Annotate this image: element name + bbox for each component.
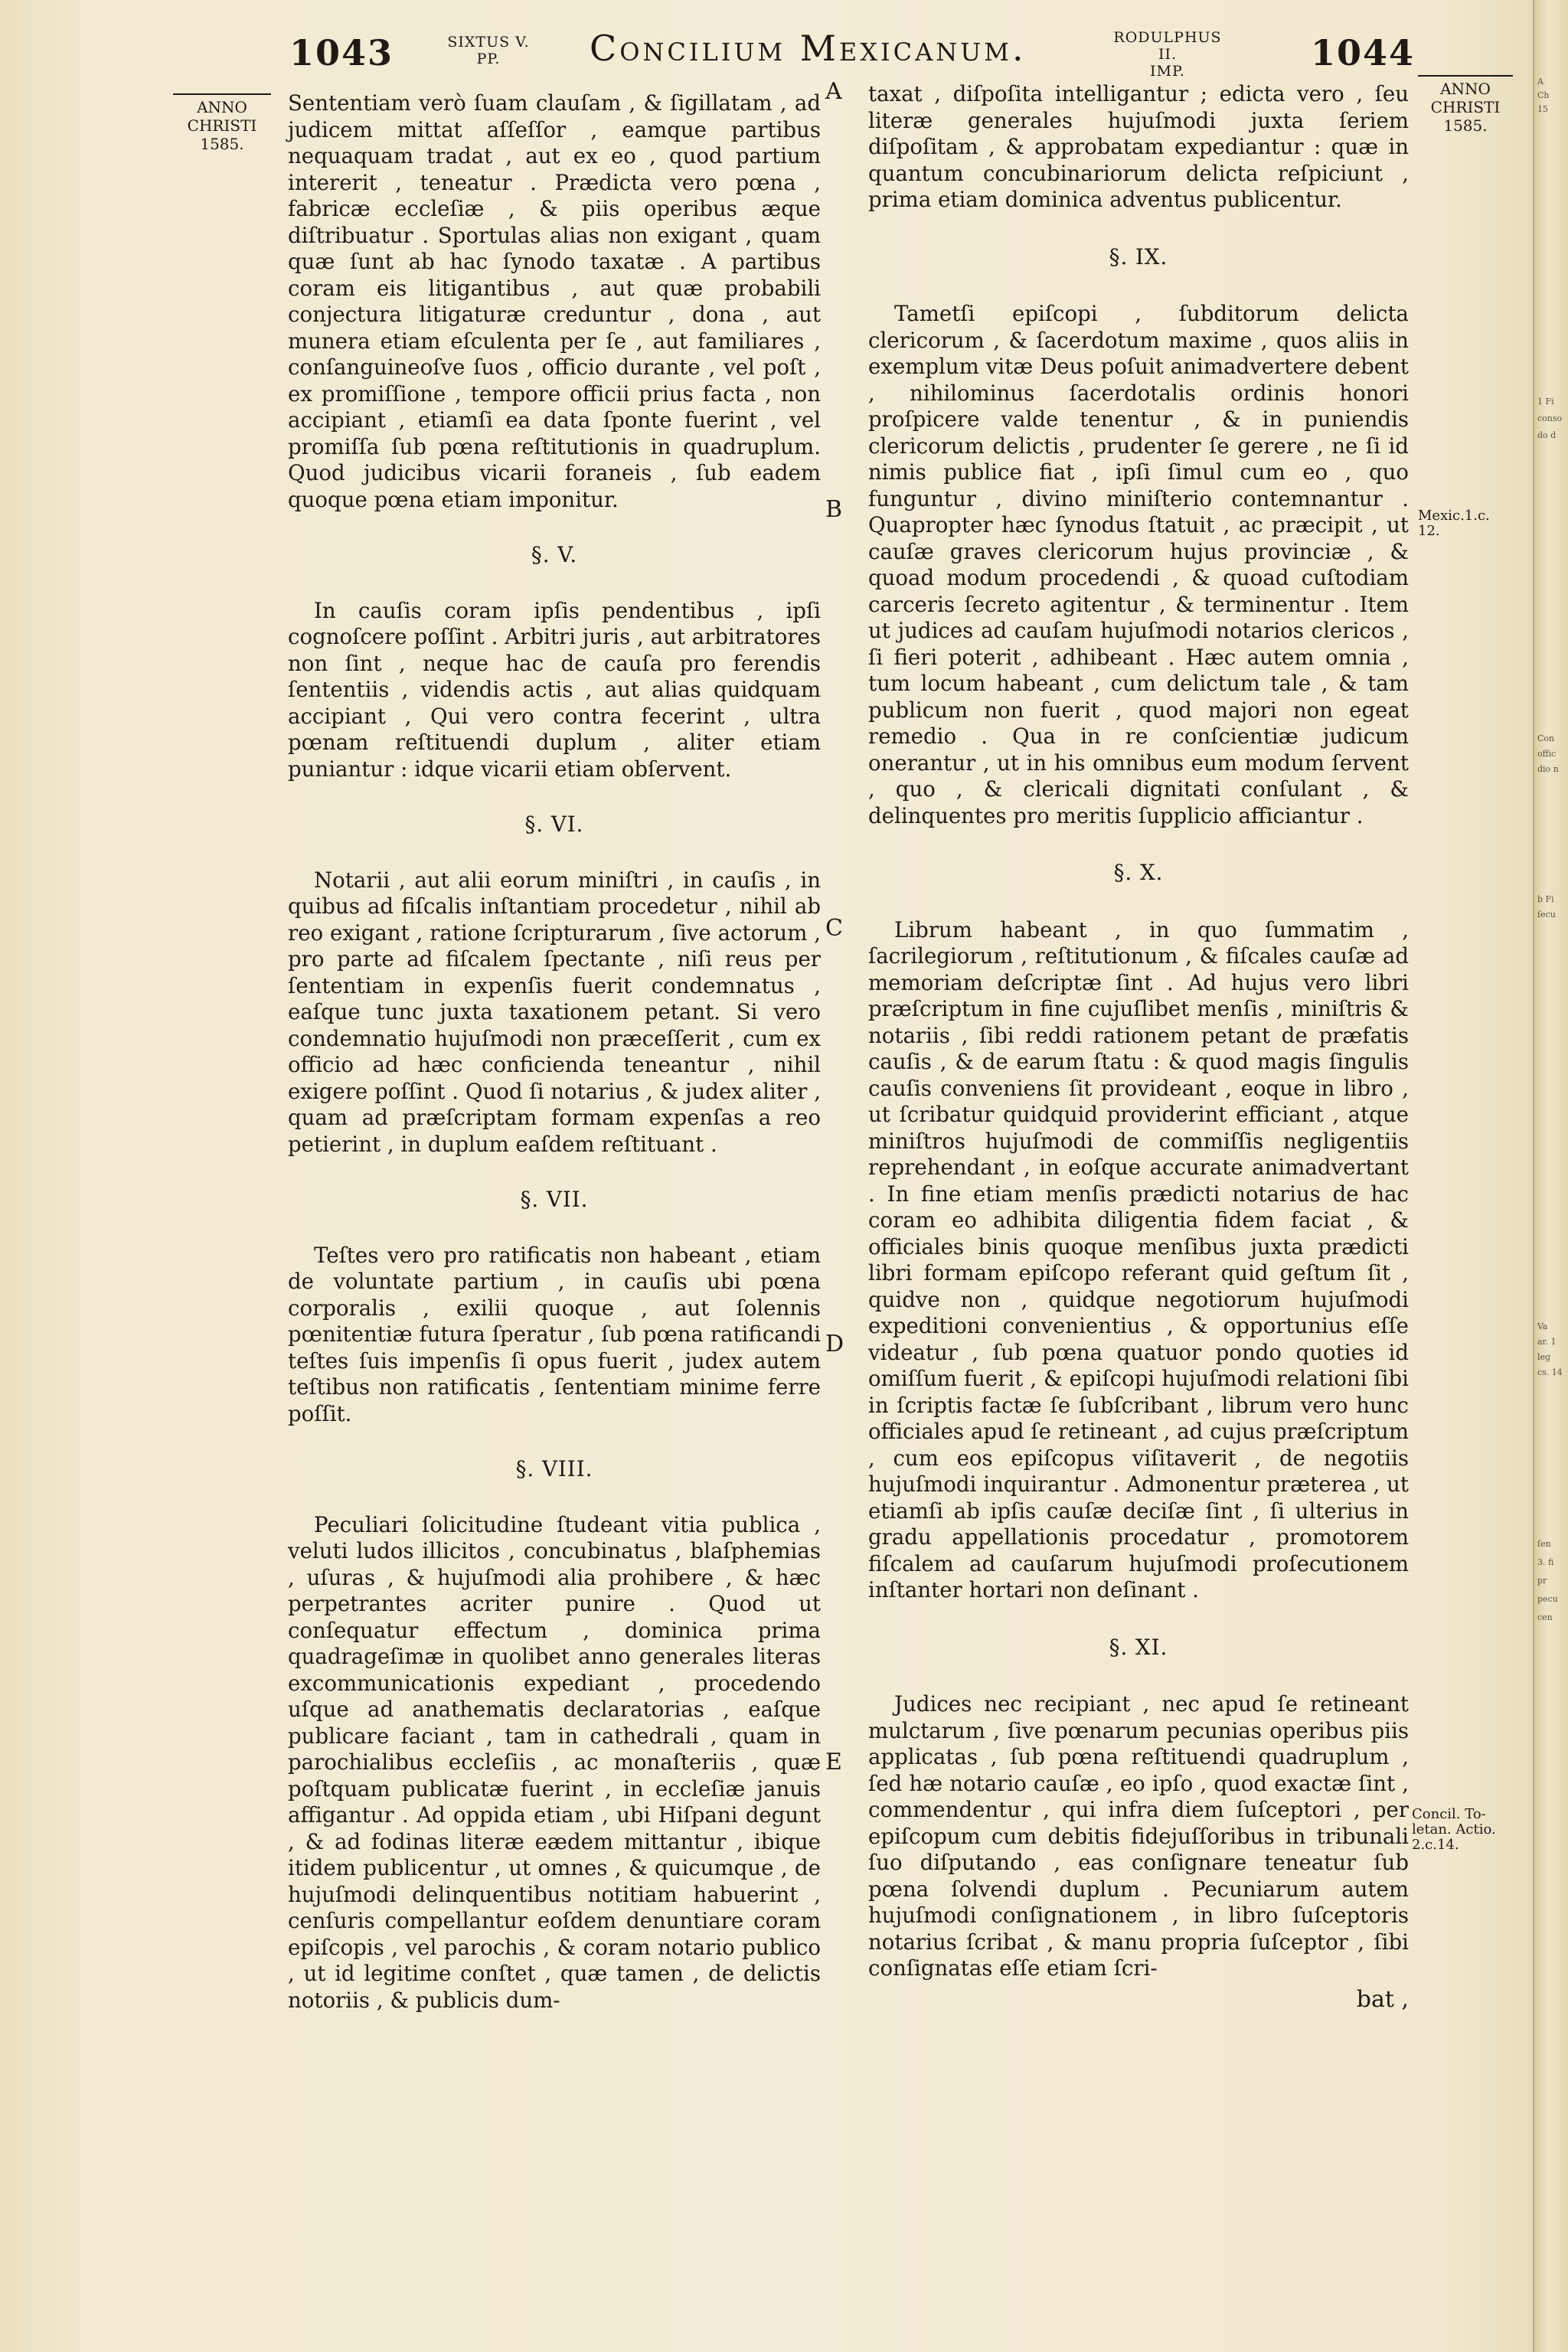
section-letter-b: B (825, 496, 843, 523)
right-margin-year (1418, 75, 1513, 135)
catchword: bat , (1356, 1985, 1409, 2013)
edge-fragment: cen (1537, 1612, 1553, 1622)
edge-fragment: offic (1537, 749, 1557, 759)
edge-fragment: pecu (1537, 1594, 1558, 1604)
section-heading: §. VII. (520, 1187, 589, 1212)
section-heading: §. VI. (524, 812, 584, 837)
paragraph: Teſtes vero pro ratificatis non habeant , etiam de voluntate partium , in cauſis ubi pœna corporalis , exilii quoque , aut ſolennis pœnitentiæ futura ſperatur , ſub pœna ratificandi teſtes ſuis impenſis ſi opus fuerit , judex autem teſtibus non ratificatis , ſententiam minime ferre poſſit. (288, 1242, 821, 1426)
paragraph: taxat , diſpoſita intelligantur ; edicta vero , ſeu literæ generales hujuſmodi juxta ſeriem diſpoſitam , & approbatam expediantur : quæ in quantum concubinariorum delicta reſpiciunt , prima etiam dominica adventus publicentur. (868, 81, 1409, 212)
edge-fragment: Va (1537, 1321, 1548, 1331)
edge-fragment: conso (1537, 413, 1563, 423)
year-label: 1585. (1443, 116, 1488, 135)
anno-label: ANNO (1418, 75, 1513, 98)
paragraph: Notarii , aut alii eorum miniſtri , in cauſis , in quibus ad fiſcalis inſtantiam procedetur , nihil ab reo exigant , ratione ſcripturarum , ſive actorum , pro parte ad fiſcalem ſpectante , niſi reus per ſententiam in expenſis fuerit condemnatus , eaſque tunc juxta taxationem petant. Si vero condemnatio hujuſmodi non præceſſerit , cum ex officio ad hæc conficienda teneantur , nihil exigere poſſint . Quod ſi notarius , & judex aliter , quam ad præſcriptam formam expenſas a reo petierint , in duplum eaſdem reſtituant . (288, 867, 821, 1157)
left-margin-year (173, 93, 271, 153)
page-number-left: 1043 (289, 32, 394, 74)
margin-note-concil: Concil. To- letan. Actio. 2.c.14. (1412, 1806, 1496, 1853)
right-column (868, 81, 1409, 2013)
paragraph: Librum habeant , in quo ſummatim , ſacrilegiorum , reſtitutionum , & fiſcales cauſæ ad memoriam deſcriptæ ſint . Ad hujus vero libri præſcriptum in fine cujuſlibet menſis , miniſtris & notariis , ſibi reddi rationem petant de præfatis cauſis , & de earum ſtatu : & quod magis ſingulis cauſis conveniens ſit provideant , eoque in libro , ut ſcribatur quidquid providerint efficiant , atque miniſtros hujuſmodi de commiſſis negligentiis reprehendant , in eoſque accurate animadvertant . In fine etiam menſis prædicti notarius de hac coram eo adhibita diligentia fidem faciat , & officiales binis quoque menſibus juxta prædicti libri formam epiſcopo referant quid geſtum ſit , quidve non , quidque negotiorum hujuſmodi expeditioni convenientius , & opportunius eſſe videatur , ſub pœna quatuor pondo quoties id omiſſum fuerit , & epiſcopi hujuſmodi relationi ſibi in ſcriptis factæ ſe ſubſcribant , librum vero hunc officiales apud ſe retineant , ad cujus præſcriptum , cum eos epiſcopus viſitaverit , de negotiis hujuſmodi inquirantur . Admonentur præterea , ut etiamſi ab ipſis cauſæ deciſæ ſint , ſi ulterius in gradu appellationis procedatur , promotorem fiſcalem ad cauſarum hujuſmodi proſecutionem inſtanter hortari non deſinant . (868, 916, 1409, 1602)
edge-fragment: Ch (1537, 90, 1550, 100)
edge-fragment: pr (1537, 1576, 1547, 1586)
paragraph: Judices nec recipiant , nec apud ſe retineant mulctarum , ſive pœnarum pecunias operibus piis applicatas , ſub pœna reſtituendi quadruplum , ſed hæ notario cauſæ , eo ipſo , quod exactæ ſint , commendentur , qui infra diem ſuſceptori , per epiſcopum cum debitis fidejuſſoribus in tribunali ſuo diſputando , eas conſignare teneatur ſub pœna ſolvendi duplum . Pecuniarum autem hujuſmodi conſignationem , in libro ſuſceptoris notarius ſcribat , & manu propria ſuſceptor , ſibi conſignatas eſſe etiam ſcri- (868, 1691, 1409, 1981)
edge-fragment: leg (1537, 1352, 1551, 1362)
paragraph: In cauſis coram ipſis pendentibus , ipſi cognoſcere poſſint . Arbitri juris , aut arbitratores non ſint , neque hac de cauſa pro ferendis ſententiis , videndis actis , aut alias quidquam accipiant , Qui vero contra fecerint , ultra pœnam reſtituendi duplum , aliter etiam puniantur : idque vicarii etiam obſervent. (288, 597, 821, 782)
pope-name: SIXTUS V. (447, 34, 530, 51)
emperor-title: IMP. (1150, 63, 1185, 80)
christi-label: CHRISTI (187, 116, 257, 135)
edge-fragment: b Fi (1537, 894, 1554, 904)
section-letter-c: C (825, 915, 843, 942)
paragraph: Sententiam verò ſuam clauſam , & ſigillatam , ad judicem mittat aſſeſſor , eamque partibus nequaquam tradat , aut ex eo , quod partium intererit , teneatur . Prædicta vero pœna , fabricæ eccleſiæ , & piis operibus æque diſtribuatur . Sportulas alias non exigant , quam quæ ſunt ab hac ſynodo taxatæ . A partibus coram eis litigantibus , aut quæ probabili conjectura litigaturæ creduntur , dona , aut munera etiam eſculenta per ſe , aut familiares , conſanguineoſve ſuos , officio durante , vel poſt , ex promiſſione , tempore officii prius facta , non accipiant , etiamſi ea data ſponte fuerint , vel promiſſa ſub pœna reſtitutionis in quadruplum. Quod judicibus vicarii foraneis , ſub eadem quoque pœna etiam imponitur. (288, 90, 821, 512)
year-label: 1585. (200, 135, 244, 153)
page-number-right: 1044 (1311, 32, 1416, 74)
edge-fragment: A (1537, 77, 1544, 87)
next-page-edge (1533, 0, 1568, 2352)
running-title: Concilium Mexicanum. (590, 28, 1027, 69)
pope-title: PP. (476, 51, 501, 67)
edge-fragment: 1 Fi (1537, 397, 1554, 407)
section-heading: §. VIII. (515, 1456, 593, 1481)
section-heading: §. X. (1113, 860, 1164, 885)
edge-fragment: ar. 1 (1537, 1337, 1557, 1347)
anno-label: ANNO (173, 93, 271, 116)
left-column (288, 90, 821, 2014)
section-heading: §. V. (531, 542, 578, 567)
section-letter-d: D (825, 1331, 844, 1357)
edge-fragment: dio n (1537, 764, 1559, 774)
christi-label: CHRISTI (1430, 98, 1501, 116)
section-letter-e: E (825, 1749, 842, 1775)
section-heading: §. XI. (1109, 1634, 1168, 1660)
edge-fragment: ſen (1537, 1539, 1551, 1549)
section-heading: §. IX. (1109, 243, 1168, 270)
header-pope (435, 34, 542, 67)
edge-fragment: Con (1537, 733, 1555, 743)
edge-fragment: 3. fi (1537, 1557, 1554, 1567)
paragraph: Tametſi epiſcopi , ſubditorum delicta clericorum , & ſacerdotum maxime , quos aliis in exemplum vitæ Deus poſuit animadvertere debent , nihilominus ſacerdotalis ordinis honori proſpicere valde tenentur , & in puniendis clericorum delictis , prudenter ſe gerere , ne ſi id nimis publice fiat , ipſi ſimul cum eo , quo funguntur , divino miniſterio contemnantur . Quapropter hæc ſynodus ſtatuit , ac præcipit , ut cauſæ graves clericorum hujus provinciæ , & quoad modum procedendi , & quoad cuſtodiam carceris ſecreto agitentur , & terminentur . Item ut judices ad cauſam hujuſmodi notarios clericos , ſi fieri poterit , adhibeant . Hæc autem omnia , tum locum habeant , cum delictum tale , & tam publicum non fuerit , quod majori non egeat remedio . Qua in re conſcientiæ judicum onerantur , ut in his omnibus eum modum ſervent , quo , & clericali dignitati conſulant , & delinquentes pro meritis ſupplicio afficiantur . (868, 301, 1409, 828)
edge-fragment: do d (1537, 430, 1557, 440)
section-letter-a: A (825, 78, 842, 105)
emperor-name: RODULPHUS II. (1113, 29, 1222, 63)
edge-fragment: cs. 14 (1537, 1367, 1563, 1377)
paragraph: Peculiari ſolicitudine ſtudeant vitia publica , veluti ludos illicitos , concubinatus , blaſphemias , uſuras , & hujuſmodi alia prohibere , & hæc perpetrantes acriter punire . Quod ut conſequatur effectum , dominica prima quadrageſimæ in quolibet anno generales literas excommunicationis expediant , procedendo uſque ad anathematis declaratorias , eaſque publicare faciant , tam in cathedrali , quam in parochialibus eccleſiis , ac monaſteriis , quæ poſtquam publicatæ fuerint , in eccleſiæ januis affigantur . Ad oppida etiam , ubi Hiſpani degunt , & ad fodinas literæ eædem mittantur , ibique itidem publicentur , ut omnes , & quicumque , de hujuſmodi delinquentibus notitiam habuerint , cenſuris compellantur eoſdem denuntiare coram epiſcopis , vel parochis , & coram notario publico , ut id legitime conſtet , quæ tamen , de delictis notoriis , & publicis dum- (288, 1511, 821, 2013)
edge-fragment: 15 (1537, 104, 1548, 114)
edge-fragment: ſecu (1537, 910, 1556, 920)
margin-note-mexic: Mexic.1.c. 12. (1418, 508, 1490, 539)
header-emperor (1102, 29, 1233, 80)
